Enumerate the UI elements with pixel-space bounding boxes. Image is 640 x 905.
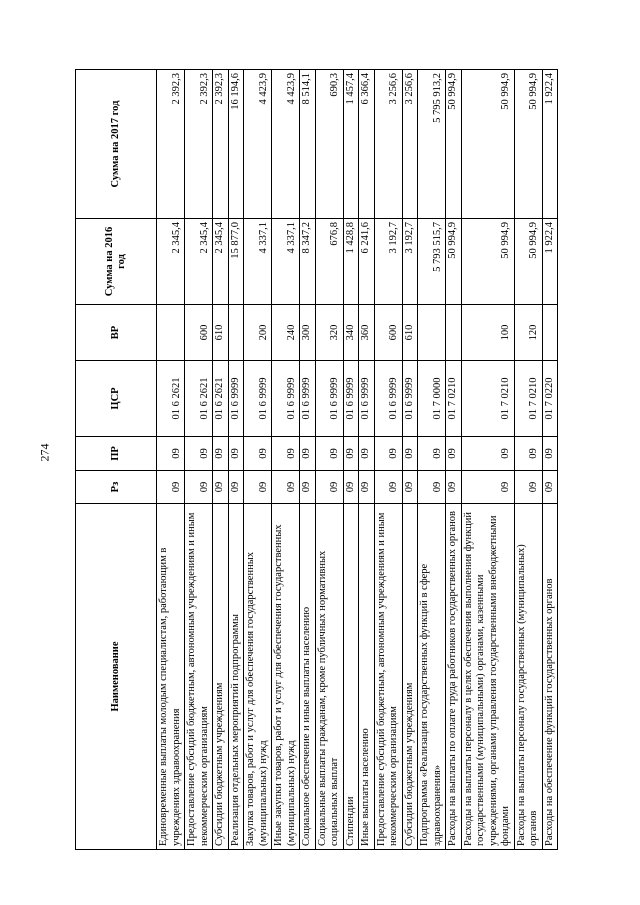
table-row [402,70,418,850]
cell-csr: 01 6 2621 [213,361,229,437]
cell-vr: 120 [514,305,542,361]
cell-vr: 610 [213,305,229,361]
cell-rz: 09 [418,471,446,504]
table-row [446,70,462,850]
cell-pr: 09 [542,437,558,471]
cell-s17: 4 423,9 [244,70,272,219]
cell-csr: 01 6 9999 [343,361,359,437]
table-header-row [76,70,157,850]
cell-rz: 09 [359,471,375,504]
cell-name: Расходы на обеспечение функций государственных органов [542,504,558,850]
cell-s16: 15 877,0 [228,219,244,305]
cell-vr [542,305,558,361]
table-row [157,70,185,850]
cell-pr: 09 [374,437,402,471]
cell-rz: 09 [213,471,229,504]
cell-s16: 5 793 515,7 [418,219,446,305]
table-row [343,70,359,850]
cell-rz: 09 [228,471,244,504]
cell-csr: 01 6 9999 [359,361,375,437]
cell-s17: 8 514,1 [300,70,316,219]
cell-s17: 50 994,9 [446,70,462,219]
cell-rz: 09 [446,471,462,504]
cell-name: Предоставление субсидий бюджетным, автономным учреждениям и иным некоммерческим организациям [185,504,213,850]
cell-s16: 4 337,1 [244,219,272,305]
cell-pr: 09 [300,437,316,471]
cell-s17: 1 457,4 [343,70,359,219]
cell-rz: 09 [374,471,402,504]
cell-s16: 6 241,6 [359,219,375,305]
table-row [185,70,213,850]
cell-name: Расходы на выплаты по оплате труда работников государственных органов [446,504,462,850]
cell-s17: 50 994,9 [514,70,542,219]
cell-name: Закупка товаров, работ и услуг для обеспечения государственных (муниципальных) нужд [244,504,272,850]
header-sum-2017: Сумма на 2017 год [76,70,157,219]
cell-s17: 50 994,9 [461,70,514,219]
cell-vr: 340 [343,305,359,361]
cell-s16: 2 345,4 [185,219,213,305]
cell-csr: 01 6 2621 [157,361,185,437]
cell-s17: 2 392,3 [185,70,213,219]
cell-s17: 4 423,9 [272,70,300,219]
budget-table [75,69,558,850]
cell-name: Расходы на выплаты персоналу государственных (муниципальных) органов [514,504,542,850]
table-row [461,70,514,850]
cell-name: Предоставление субсидий бюджетным, автономным учреждениям и иным некоммерческим организациям [374,504,402,850]
cell-s16: 1 922,4 [542,219,558,305]
cell-vr [446,305,462,361]
table-row [418,70,446,850]
cell-name: Стипендии [343,504,359,850]
cell-pr: 09 [402,437,418,471]
cell-csr: 01 6 9999 [315,361,343,437]
cell-csr: 01 6 9999 [402,361,418,437]
cell-s16: 676,8 [315,219,343,305]
table-row [542,70,558,850]
cell-name: Реализация отдельных мероприятий подпрограммы [228,504,244,850]
cell-s16: 50 994,9 [461,219,514,305]
cell-vr [157,305,185,361]
cell-pr: 09 [461,437,514,471]
cell-csr: 01 6 9999 [300,361,316,437]
cell-vr: 300 [300,305,316,361]
header-rz: Рз [76,471,157,504]
cell-s16: 1 428,8 [343,219,359,305]
cell-s17: 2 392,3 [213,70,229,219]
header-sum-2016: Сумма на 2016 год [76,219,157,305]
cell-pr: 09 [272,437,300,471]
cell-rz: 09 [185,471,213,504]
cell-vr: 360 [359,305,375,361]
cell-rz: 09 [514,471,542,504]
cell-name: Расходы на выплаты персоналу в целях обеспечения выполнения функций государственными (муниципальными) органами, казенными учреждениями, органами управления государственными внебюджетными фондами [461,504,514,850]
table-row [514,70,542,850]
cell-name: Социальное обеспечение и иные выплаты населению [300,504,316,850]
cell-rz: 09 [343,471,359,504]
cell-s16: 3 192,7 [402,219,418,305]
table-row [228,70,244,850]
cell-s17: 3 256,6 [374,70,402,219]
cell-s16: 4 337,1 [272,219,300,305]
table-row [213,70,229,850]
table-body [157,70,558,850]
cell-pr: 09 [315,437,343,471]
table-row [374,70,402,850]
cell-csr: 01 6 9999 [374,361,402,437]
table-row [315,70,343,850]
header-csr: ЦСР [76,361,157,437]
table-row [300,70,316,850]
cell-pr: 09 [359,437,375,471]
cell-csr: 01 7 0220 [542,361,558,437]
cell-pr: 09 [213,437,229,471]
cell-s16: 3 192,7 [374,219,402,305]
cell-name: Единовременные выплаты молодым специалистам, работающим в учреждениях здравоохранения [157,504,185,850]
cell-name: Подпрограмма «Реализация государственных функций в сфере здравоохранения» [418,504,446,850]
cell-vr: 320 [315,305,343,361]
cell-csr: 01 6 9999 [228,361,244,437]
cell-pr: 09 [228,437,244,471]
cell-s16: 2 345,4 [157,219,185,305]
cell-pr: 09 [446,437,462,471]
cell-csr: 01 7 0210 [514,361,542,437]
cell-pr: 09 [185,437,213,471]
cell-csr: 01 7 0000 [418,361,446,437]
cell-name: Субсидии бюджетным учреждениям [213,504,229,850]
cell-csr: 01 7 0210 [461,361,514,437]
table-row [272,70,300,850]
cell-vr: 200 [244,305,272,361]
cell-s16: 2 345,4 [213,219,229,305]
cell-csr: 01 6 9999 [272,361,300,437]
cell-s17: 3 256,6 [402,70,418,219]
cell-s17: 6 366,4 [359,70,375,219]
cell-name: Иные закупки товаров, работ и услуг для обеспечения государственных (муниципальных) нужд [272,504,300,850]
header-name: Наименование [76,504,157,850]
cell-vr [228,305,244,361]
cell-rz: 09 [157,471,185,504]
cell-rz: 09 [461,471,514,504]
cell-pr: 09 [418,437,446,471]
cell-pr: 09 [514,437,542,471]
cell-vr: 100 [461,305,514,361]
cell-s17: 2 392,3 [157,70,185,219]
cell-vr: 610 [402,305,418,361]
cell-s16: 50 994,9 [514,219,542,305]
cell-pr: 09 [157,437,185,471]
cell-s17: 5 795 913,2 [418,70,446,219]
cell-name: Субсидии бюджетным учреждениям [402,504,418,850]
cell-rz: 09 [272,471,300,504]
cell-csr: 01 6 2621 [185,361,213,437]
cell-rz: 09 [542,471,558,504]
cell-pr: 09 [343,437,359,471]
cell-s16: 50 994,9 [446,219,462,305]
cell-name: Социальные выплаты гражданам, кроме публичных нормативных социальных выплат [315,504,343,850]
cell-s16: 8 347,2 [300,219,316,305]
page-number: 274 [37,443,52,462]
budget-table-container [75,70,605,850]
header-vr: ВР [76,305,157,361]
cell-s17: 1 922,4 [542,70,558,219]
cell-s17: 16 194,6 [228,70,244,219]
cell-rz: 09 [402,471,418,504]
cell-vr: 240 [272,305,300,361]
table-row [359,70,375,850]
cell-vr [418,305,446,361]
cell-name: Иные выплаты населению [359,504,375,850]
cell-vr: 600 [185,305,213,361]
cell-csr: 01 6 9999 [244,361,272,437]
cell-csr: 01 7 0210 [446,361,462,437]
cell-pr: 09 [244,437,272,471]
cell-vr: 600 [374,305,402,361]
cell-rz: 09 [315,471,343,504]
cell-rz: 09 [300,471,316,504]
cell-rz: 09 [244,471,272,504]
cell-s17: 690,3 [315,70,343,219]
header-pr: ПР [76,437,157,471]
table-row [244,70,272,850]
